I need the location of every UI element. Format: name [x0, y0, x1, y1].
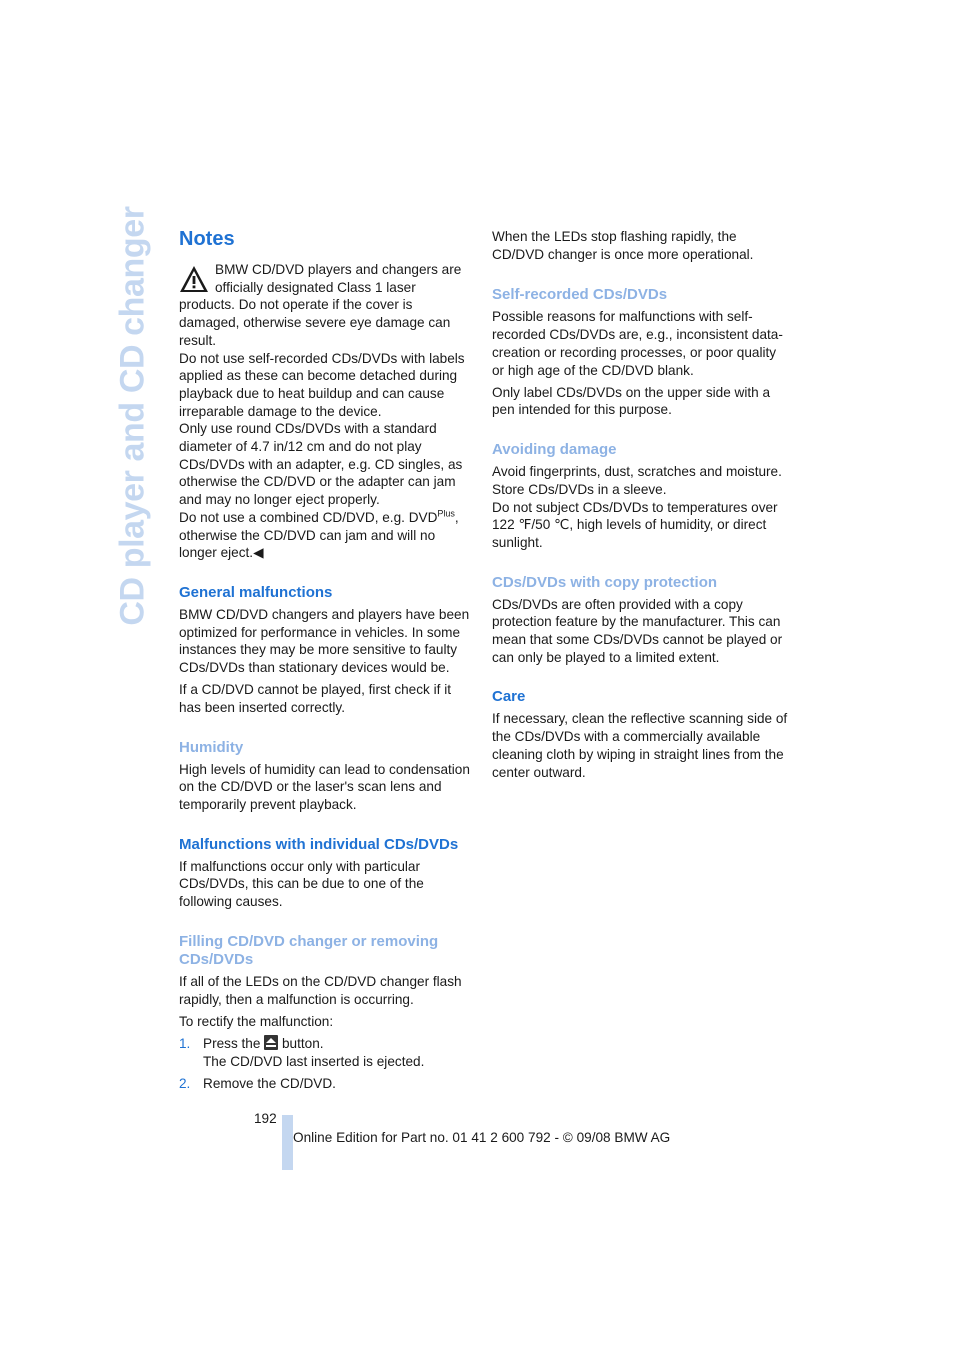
footer-bar [282, 1115, 293, 1170]
leds-paragraph: When the LEDs stop flashing rapidly, the CD/DVD changer is once more operational. [492, 229, 754, 262]
notes-last-pre: Do not use a combined CD/DVD, e.g. DVD [179, 509, 438, 525]
footer-edition: Online Edition for Part no. 01 41 2 600 792 - © 09/08 BMW AG [293, 1130, 671, 1145]
step-text-pre: Press the [203, 1036, 261, 1051]
notes-heading: Notes [179, 228, 235, 250]
humidity-heading: Humidity [179, 738, 244, 756]
warning-block [179, 261, 475, 562]
care-heading: Care [492, 688, 526, 706]
individual-paragraph: If malfunctions occur only with particular CDs/DVDs, this can be due to one of the following causes. [179, 858, 424, 910]
left-column [179, 226, 475, 1098]
step-text: Remove the CD/DVD. [203, 1076, 336, 1092]
steps-list [179, 1035, 475, 1093]
warning-triangle-icon [179, 264, 209, 294]
copy-protection-heading: CDs/DVDs with copy protection [492, 573, 718, 591]
general-malfunctions-heading: General malfunctions [179, 583, 333, 601]
step-number: 2. [179, 1076, 191, 1092]
page-number: 192 [254, 1111, 277, 1126]
right-column [492, 228, 788, 786]
avoid-line: Do not subject CDs/DVDs to temperatures over 122 ℉/50 ℃, high levels of humidity, or direct sunlight. [492, 499, 778, 550]
notes-paragraph-last [179, 509, 475, 562]
general-paragraph: BMW CD/DVD changers and players have been optimized for performance in vehicles. In some instances they may be more sensitive to faulty CDs/DVDs than stationary devices would be. [179, 606, 470, 676]
filling-heading: Filling CD/DVD changer or removing CDs/DVDs [179, 932, 439, 968]
general-paragraph: If a CD/DVD cannot be played, first check if it has been inserted correctly. [179, 682, 451, 715]
self-recorded-paragraph: Possible reasons for malfunctions with self-recorded CDs/DVDs are, e.g., inconsistent data-creation or recording processes, or poor quality or high age of the CD/DVD blank. [492, 309, 783, 378]
chapter-side-title [113, 206, 153, 626]
list-item [179, 1035, 475, 1070]
notes-paragraph: Do not use self-recorded CDs/DVDs with labels applied as these can become detached during playback due to heat buildup and can cause irreparable damage to the device. [179, 350, 465, 419]
notes-last-post: , otherwise the CD/DVD can jam and will no longer eject. [179, 509, 459, 561]
step-number: 1. [179, 1036, 191, 1051]
avoiding-damage-heading: Avoiding damage [492, 441, 617, 459]
notes-paragraph: Only use round CDs/DVDs with a standard diameter of 4.7 in/12 cm and do not play CDs/DVDs with an adapter, e.g. CD singles, as otherwise the CD/DVD or the adapter can jam and may no longer eject properly. [179, 421, 463, 508]
care-paragraph: If necessary, clean the reflective scanning side of the CDs/DVDs with a commercially available cleaning cloth by wiping in straight lines from the center outward. [492, 711, 788, 780]
end-mark-icon: ◀ [253, 545, 264, 561]
self-recorded-heading: Self-recorded CDs/DVDs [492, 286, 668, 304]
eject-button-icon [264, 1035, 278, 1050]
notes-paragraph: BMW CD/DVD players and changers are officially designated Class 1 laser products. Do not operate if the cover is damaged, otherwise severe eye damage can result. [179, 262, 462, 348]
step-text-post: button. [281, 1036, 324, 1051]
humidity-paragraph: High levels of humidity can lead to condensation on the CD/DVD or the laser's scan lens and temporarily prevent playback. [179, 761, 470, 813]
avoid-line: Avoid fingerprints, dust, scratches and moisture. [492, 464, 782, 480]
individual-malfunctions-heading: Malfunctions with individual CDs/DVDs [179, 835, 459, 853]
list-item [179, 1075, 475, 1093]
step-subtext: The CD/DVD last inserted is ejected. [203, 1053, 425, 1069]
filling-paragraph: If all of the LEDs on the CD/DVD changer flash rapidly, then a malfunction is occurring. [179, 973, 462, 1007]
filling-paragraph: To rectify the malfunction: [179, 1013, 334, 1029]
chapter-side-title-text: CD player and CD changer [114, 206, 153, 626]
dvd-plus-superscript: Plus [437, 508, 455, 519]
copy-protection-paragraph: CDs/DVDs are often provided with a copy protection feature by the manufacturer. This can mean that some CDs/DVDs cannot be played or can only be played to a limited extent. [492, 596, 783, 665]
self-recorded-paragraph: Only label CDs/DVDs on the upper side with a pen intended for this purpose. [492, 384, 771, 418]
avoid-line: Store CDs/DVDs in a sleeve. [492, 481, 667, 497]
